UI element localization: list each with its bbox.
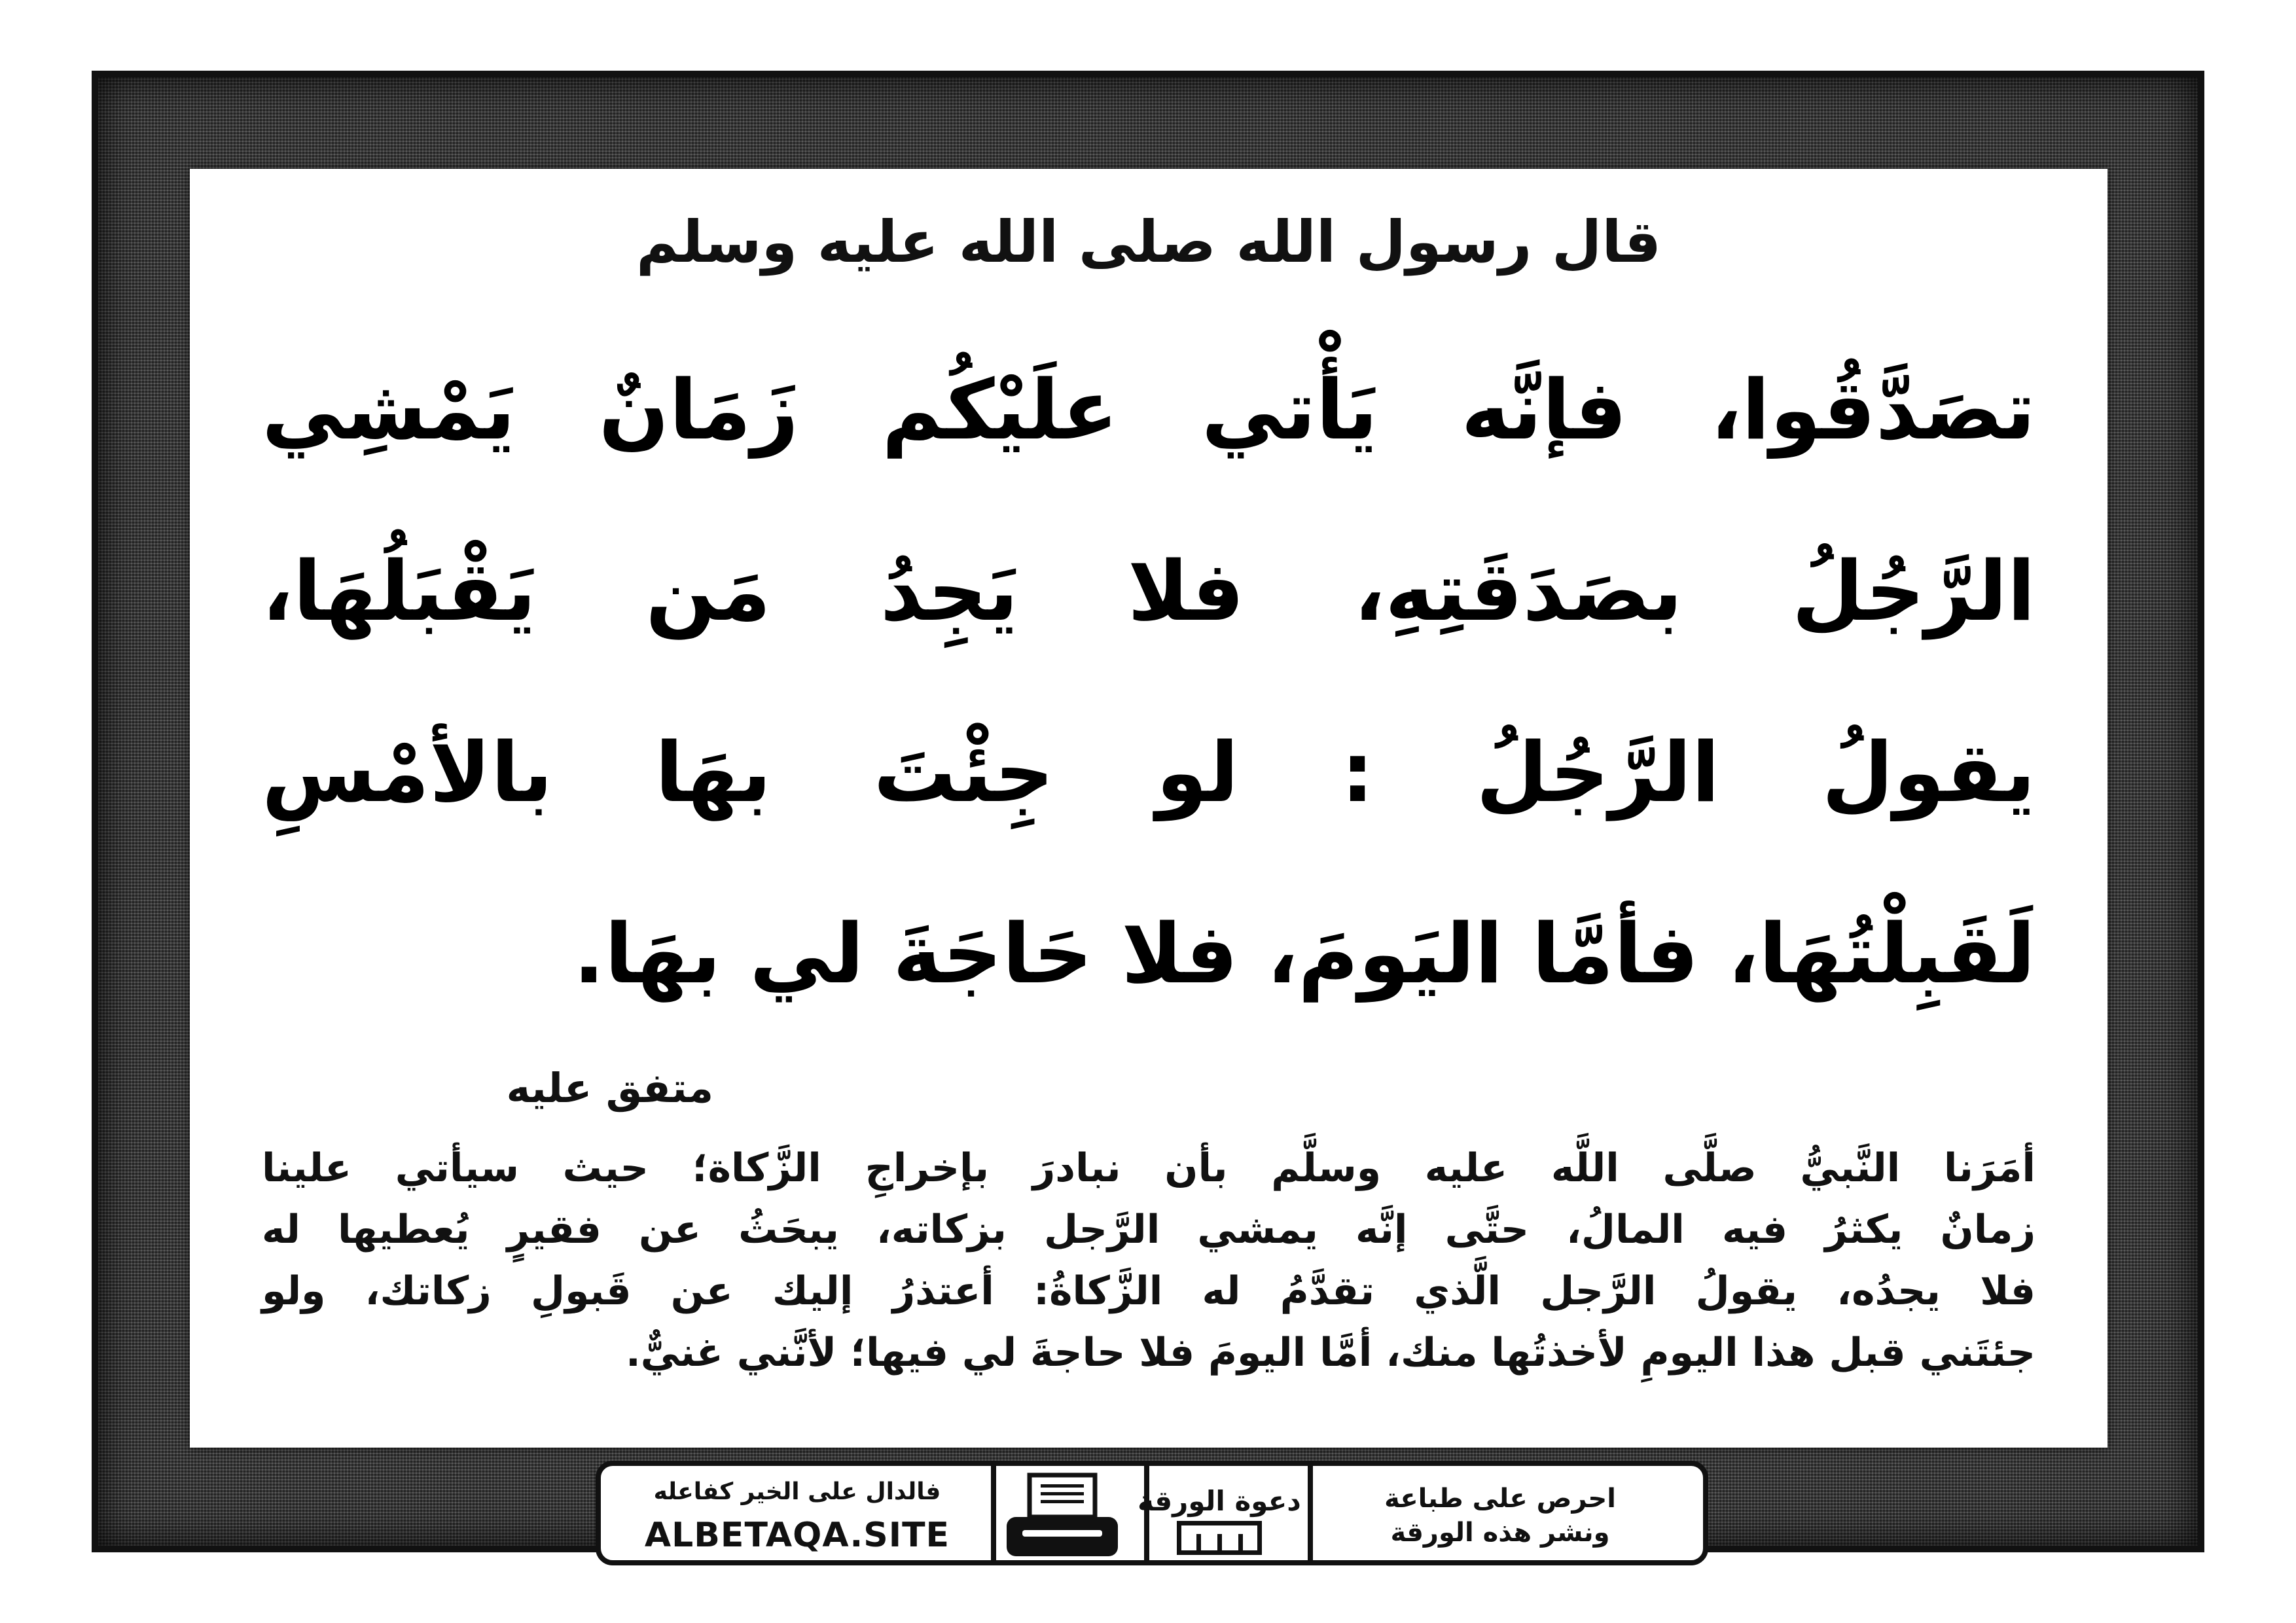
footer-call-to-action bbox=[1317, 1482, 1683, 1550]
hadith-line: الرَّجُلُ بصَدَقَتِهِ، فلا يَجِدُ مَن يَقْبَلُهَا، bbox=[262, 543, 2036, 639]
explanation-line: فلا يجدُه، يقولُ الرَّجل الَّذي تقدَّمُ له الزَّكاةُ: أعتذرُ إليك عن قَبولِ زكاتك، ولو bbox=[262, 1268, 2036, 1314]
footer-divider bbox=[1308, 1466, 1313, 1560]
logo-icon bbox=[1138, 1474, 1301, 1559]
hadith-line: يقولُ الرَّجُلُ : لو جِئْتَ بهَا بالأمْسِ bbox=[262, 724, 2036, 821]
hadith-line: تصَدَّقُوا، فإنَّه يَأْتي علَيْكُم زَمَانٌ يَمْشِي bbox=[262, 362, 2036, 458]
call-line-1: احرص على طباعة bbox=[1384, 1484, 1616, 1514]
explanation-line: أمَرَنا النَّبيُّ صلَّى اللَّه عليه وسلَّم بأن نبادرَ بإخراجِ الزَّكاة؛ حيث سيأتي علينا bbox=[262, 1145, 2036, 1191]
hadith-line: لَقَبِلْتُهَا، فأمَّا اليَومَ، فلا حَاجَةَ لي بهَا. bbox=[573, 906, 2036, 1002]
explanation-text bbox=[262, 1137, 2036, 1383]
explanation-line: زمانٌ يكثرُ فيه المالُ، حتَّى إنَّه يمشي الرَّجل بزكاته، يبحَثُ عن فقيرٍ يُعطيها له bbox=[262, 1207, 2036, 1253]
page-heading: قال رسول الله صلى الله عليه وسلم bbox=[636, 208, 1662, 276]
explanation-line: جئتَني قبل هذا اليومِ لأخذتُها منك، أمَّا اليومَ فلا حاجةَ لي فيها؛ لأنَّني غنيٌّ. bbox=[625, 1330, 2036, 1376]
hadith-text bbox=[262, 319, 2036, 1044]
call-line-2: ونشر هذه الورقة bbox=[1390, 1518, 1610, 1548]
logo-text: دعوة الورقة bbox=[1138, 1485, 1301, 1517]
footer-site-block bbox=[614, 1478, 980, 1555]
footer-site-link[interactable]: ALBETAQA.SITE bbox=[644, 1516, 950, 1555]
hadith-source: متفق عليه bbox=[506, 1064, 713, 1112]
footer-banner bbox=[596, 1461, 1708, 1565]
printer-icon bbox=[1000, 1471, 1124, 1563]
content-panel bbox=[190, 169, 2108, 1448]
footer-divider bbox=[991, 1466, 996, 1560]
footer-slogan: فالدال على الخير كفاعله bbox=[653, 1478, 941, 1505]
